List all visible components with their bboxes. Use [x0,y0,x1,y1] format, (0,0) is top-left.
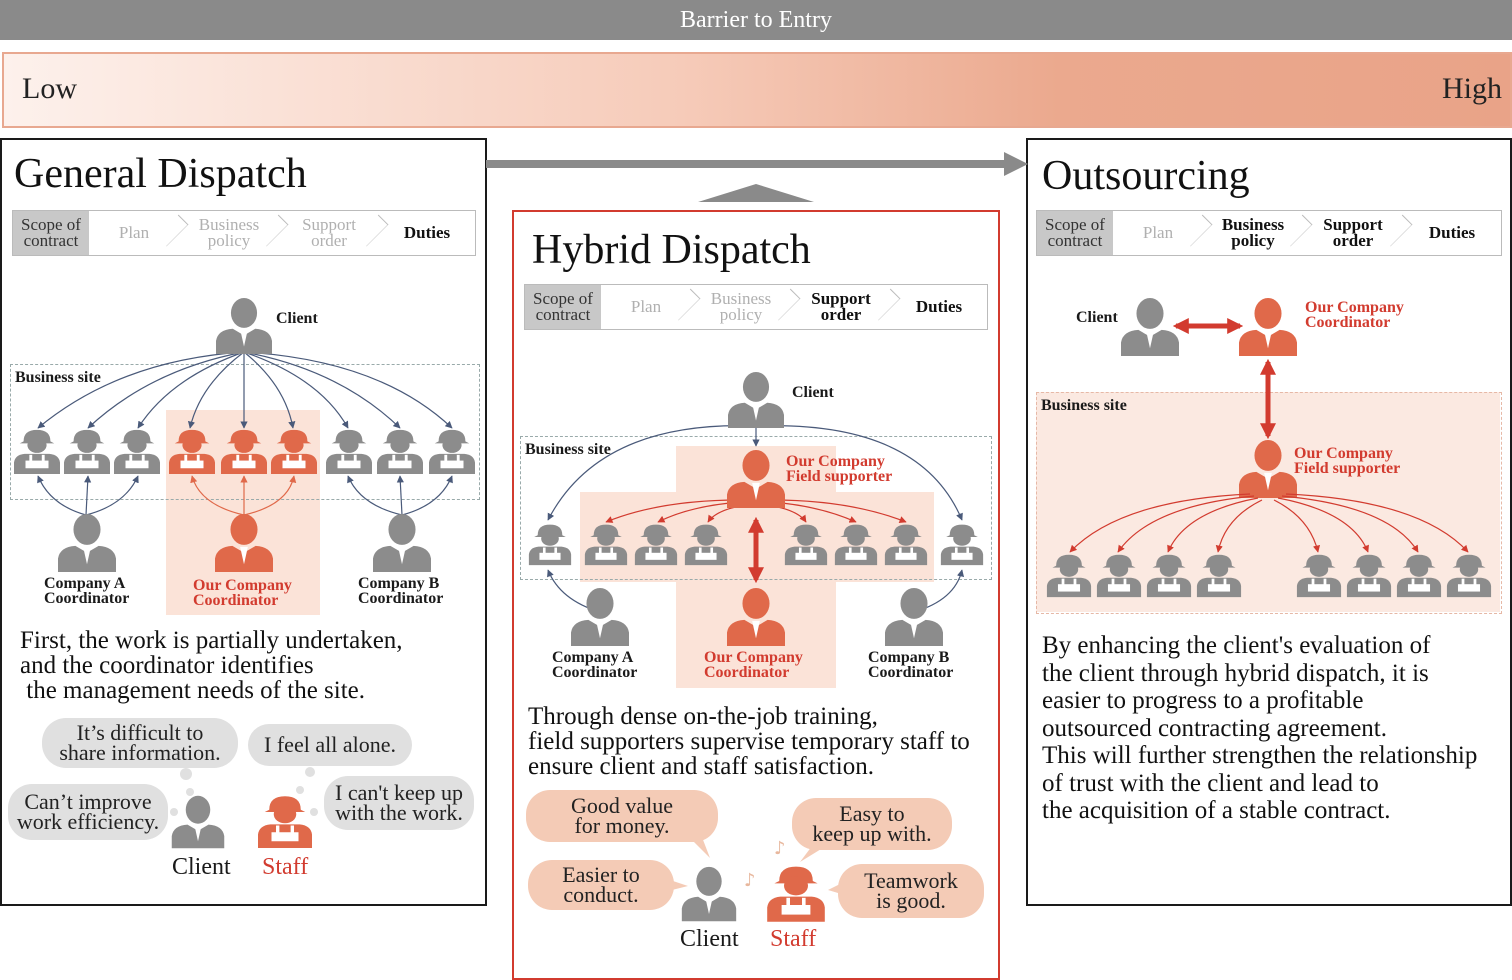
high-label: High [1442,72,1502,105]
svg-text:♪: ♪ [744,870,756,891]
business-site-label: Business site [15,369,101,386]
general-dispatch-title: General Dispatch [14,151,307,197]
scope-cell: Support order [279,211,379,255]
scope-cell: Scope of contract [1037,211,1113,255]
scope-cell: Plan [1113,211,1203,255]
speech-bubble: I feel all alone. [248,724,412,766]
hybrid-description: Through dense on-the-job training, field supporters supervise temporary staff to ensure client and staff satisfaction. [528,703,970,780]
company-a-coordinator-label: Company A Coordinator [552,649,638,681]
company-a-coordinator-label: Company A Coordinator [44,575,130,607]
low-label: Low [22,72,77,105]
scope-cell: Business policy [179,211,279,255]
business-site-label: Business site [1041,397,1127,414]
general-client-caption: Client [172,854,231,880]
outsourcing-title: Outsourcing [1042,153,1250,199]
speech-bubble: Good value for money. [526,790,718,842]
speech-bubble: Easier to conduct. [528,860,674,910]
scope-cell: Duties [403,223,451,242]
speech-bubble: It’s difficult to share information. [42,718,238,768]
scope-cell: Scope of contract [13,211,89,255]
barrier-to-entry-header: Barrier to Entry [0,0,1512,40]
scope-cell: Business policy [691,285,791,329]
scope-cell: Plan [89,211,179,255]
outsourcing-client-label: Client [1076,309,1118,326]
hybrid-dispatch-title: Hybrid Dispatch [532,227,811,273]
our-company-coordinator-label: Our Company Coordinator [704,649,803,681]
company-b-coordinator-label: Company B Coordinator [358,575,444,607]
outsourcing-field-supporter-label: Our Company Field supporter [1294,445,1401,477]
general-staff-caption: Staff [262,854,309,880]
field-supporter-label: Our Company Field supporter [786,453,893,485]
scope-cell: Scope of contract [525,285,601,329]
hybrid-client-label: Client [792,384,834,401]
general-description: First, the work is partially undertaken, and the coordinator identifies the management needs of the site. [20,627,403,704]
scope-cell: Duties [1428,223,1476,242]
flow-arrow [486,152,1028,202]
client-icon [216,298,272,354]
scope-cell: Duties [915,297,963,316]
speech-bubble: I can't keep up with the work. [324,776,474,830]
speech-bubble: Easy to keep up with. [792,798,952,850]
our-company-coordinator-label: Our Company Coordinator [193,577,292,609]
scope-cell: Business policy [1203,211,1303,255]
scope-cell: Support order [791,285,891,329]
scope-cell: Support order [1303,211,1403,255]
speech-bubble: Teamwork is good. [838,864,984,918]
scope-cell: Plan [601,285,691,329]
hybrid-client-caption: Client [680,926,739,952]
outsourcing-coordinator-label: Our Company Coordinator [1305,299,1404,331]
general-client-label: Client [276,310,318,327]
company-b-coordinator-label: Company B Coordinator [868,649,954,681]
outsourcing-description: By enhancing the client's evaluation of the client through hybrid dispatch, it is easier to progress to a profitable outsourced contracting agreement. This will further strengthen the relationship of trust with the client and lead to the acquisition of a stable contract. [1042,632,1478,824]
speech-bubble: Can’t improve work efficiency. [8,784,168,840]
hybrid-staff-caption: Staff [770,926,817,952]
business-site-label: Business site [525,441,611,458]
svg-text:♪: ♪ [774,838,786,859]
